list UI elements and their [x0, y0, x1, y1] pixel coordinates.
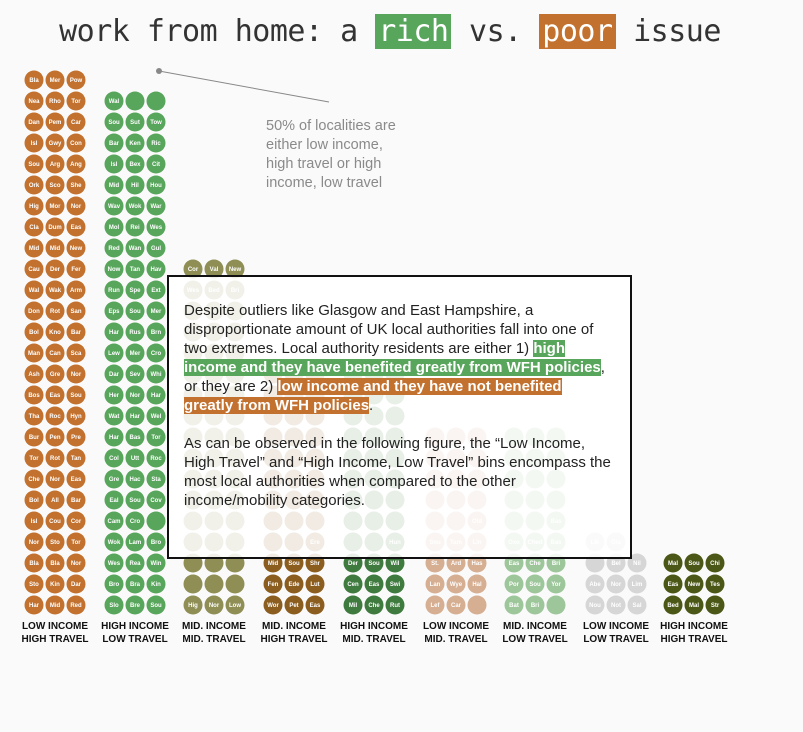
data-dot [184, 575, 203, 594]
category-label-line2: HIGH TRAVEL [660, 634, 728, 645]
dot-label: Eas [70, 225, 82, 231]
dot-label: Eas [368, 582, 380, 588]
category-column [25, 71, 86, 615]
dot-label: Rea [129, 561, 141, 567]
dot-label: Spe [129, 288, 141, 294]
dot-label: Bra [129, 582, 141, 588]
dot-label: Shr [309, 561, 321, 567]
category-label-line2: MID. TRAVEL [424, 634, 488, 645]
category-label-line2: MID. TRAVEL [182, 634, 246, 645]
dot-label: Rot [50, 309, 60, 315]
dot-label: Sou [129, 309, 141, 315]
dot-label: Cit [152, 162, 160, 168]
dot-label: Hig [188, 603, 198, 609]
dot-label: Tor [71, 99, 81, 105]
dot-label: Mid [28, 246, 40, 252]
dot-label: Car [450, 603, 462, 609]
dot-label: Low [229, 603, 241, 609]
dot-label: Eas [667, 582, 679, 588]
dot-label: Sal [632, 603, 642, 609]
dot-label: Val [209, 267, 219, 273]
dot-label: Har [28, 603, 40, 609]
dot-label: Man [28, 351, 40, 357]
dot-label: Pre [71, 435, 81, 441]
dot-label: Ext [151, 288, 161, 294]
category-label-line1: LOW INCOME [21, 621, 89, 632]
dot-label: Swi [389, 582, 401, 588]
dot-label: Bol [29, 498, 39, 504]
info-box [167, 275, 632, 559]
dot-label: Tor [151, 435, 161, 441]
dot-label: Mid [49, 603, 61, 609]
dot-label: Dar [70, 582, 82, 588]
dot-label: War [150, 204, 162, 210]
dot-label: Ric [151, 141, 161, 147]
dot-label: Ang [70, 162, 82, 168]
data-dot [226, 575, 245, 594]
category-label-line1: LOW INCOME [582, 621, 650, 632]
dot-label: Nor [70, 372, 82, 378]
dot-label: Cla [29, 225, 39, 231]
dot-label: Win [150, 561, 162, 567]
dot-label: Arg [49, 162, 61, 168]
dot-label: Her [108, 393, 120, 399]
dot-label: Dar [108, 372, 120, 378]
dot-label: Mer [150, 309, 162, 315]
dot-label: Sou [28, 162, 40, 168]
dot-label: Tha [28, 414, 40, 420]
dot-label: Isl [110, 162, 118, 168]
dot-label: Bar [108, 141, 120, 147]
dot-label: Arm [69, 288, 83, 294]
dot-label: Bla [29, 561, 39, 567]
data-dot [468, 596, 487, 615]
dot-label: Cro [129, 519, 141, 525]
data-dot [147, 512, 166, 531]
dot-label: Bex [129, 162, 141, 168]
dot-label: Cov [150, 498, 162, 504]
dot-label: Mal [688, 603, 700, 609]
dot-label: Kin [151, 582, 161, 588]
dot-label: Fer [71, 267, 81, 273]
dot-label: All [51, 498, 59, 504]
dot-label: Tes [710, 582, 720, 588]
dot-label: Nor [208, 603, 220, 609]
dot-label: Mid [49, 246, 61, 252]
dot-label: Sou [70, 393, 82, 399]
dot-label: Fen [267, 582, 279, 588]
dot-label: Yor [551, 582, 561, 588]
category-label-line2: HIGH TRAVEL [21, 634, 89, 645]
info-highlight-rich: high income and they have benefited greatly from WFH policies [184, 340, 601, 376]
dot-label: Nor [28, 540, 40, 546]
dot-label: Sou [529, 582, 541, 588]
dot-label: Mol [108, 225, 120, 231]
dot-label: Rut [390, 603, 400, 609]
dot-label: Bur [28, 435, 40, 441]
data-dot [147, 92, 166, 111]
category-column [664, 554, 725, 615]
title-rich-highlight: rich [375, 14, 451, 49]
dot-label: Rei [130, 225, 140, 231]
dot-label: Eal [109, 498, 119, 504]
dot-label: Hil [131, 183, 139, 189]
dot-label: Now [107, 267, 121, 273]
dot-label: Wil [390, 561, 400, 567]
dot-label: Hac [129, 477, 141, 483]
dot-label: Har [108, 435, 120, 441]
dot-label: Ash [28, 372, 40, 378]
dot-label: Wes [107, 561, 121, 567]
dot-label: Bla [29, 78, 39, 84]
annotation-pointer-line [159, 71, 329, 102]
dot-label: Rot [50, 456, 60, 462]
category-column [105, 92, 166, 615]
dot-label: Bla [50, 561, 60, 567]
dot-label: Dan [28, 120, 40, 126]
dot-label: Dum [48, 225, 62, 231]
dot-label: Lim [631, 582, 643, 588]
dot-label: Run [108, 288, 120, 294]
dot-label: Sou [129, 498, 141, 504]
dot-label: Hav [150, 267, 162, 273]
dot-label: New [69, 246, 83, 252]
dot-label: Gul [151, 246, 161, 252]
dot-label: Lew [108, 351, 120, 357]
dot-label: Wes [149, 225, 163, 231]
dot-label: Brn [150, 330, 162, 336]
dot-label: Isl [30, 141, 38, 147]
info-text-c: . [369, 397, 374, 414]
category-label-line1: MID. INCOME [262, 621, 326, 632]
dot-label: Pet [289, 603, 299, 609]
dot-label: Nor [70, 561, 82, 567]
dot-label: Cor [70, 519, 82, 525]
dot-label: Wal [28, 288, 40, 294]
dot-label: Con [70, 141, 82, 147]
dot-label: Red [108, 246, 120, 252]
annotation-text: 50% of localities are either low income, high travel or high income, low travel [266, 118, 396, 191]
dot-label: Chi [710, 561, 720, 567]
dot-label: Mid [267, 561, 279, 567]
dot-label: Roc [49, 414, 61, 420]
info-text-a: Despite outliers like Glasgow and East Hampshire, a disproportionate amount of UK local authorities fall into one of two extremes. Local authority residents are either 1) [184, 302, 594, 357]
dot-label: Mid [108, 183, 120, 189]
dot-label: Nou [589, 603, 601, 609]
dot-label: Sco [49, 183, 61, 189]
dot-label: Der [347, 561, 359, 567]
dot-label: Utt [130, 456, 140, 462]
dot-label: Sta [151, 477, 161, 483]
data-dot [547, 596, 566, 615]
title-suffix: issue [615, 14, 721, 49]
dot-label: Bel [611, 561, 621, 567]
dot-label: New [228, 267, 242, 273]
dot-label: Sev [129, 372, 141, 378]
dot-label: Ede [288, 582, 300, 588]
info-paragraph-1 [184, 301, 614, 415]
dot-label: Wok [128, 204, 142, 210]
dot-label: Lut [310, 582, 320, 588]
dot-label: Tow [150, 120, 162, 126]
info-text-b: , or they are 2) [184, 359, 605, 395]
category-label-line2: MID. TRAVEL [342, 634, 406, 645]
dot-label: Nil [633, 561, 641, 567]
dot-label: Bar [70, 498, 82, 504]
dot-label: Slo [109, 603, 119, 609]
dot-label: Wat [108, 414, 120, 420]
dot-label: Bos [28, 393, 40, 399]
dot-label: Wan [128, 246, 142, 252]
dot-label: Cou [49, 519, 61, 525]
category-label-line1: MID. INCOME [503, 621, 567, 632]
dot-label: Cro [150, 351, 162, 357]
dot-label: Sou [288, 561, 300, 567]
dot-label: Abe [589, 582, 601, 588]
dot-label: Eps [108, 309, 120, 315]
dot-label: Sut [130, 120, 140, 126]
dot-label: Che [529, 561, 541, 567]
dot-label: Not [611, 603, 621, 609]
dot-label: Nor [129, 393, 141, 399]
dot-label: Eas [309, 603, 321, 609]
dot-label: St. [431, 561, 439, 567]
dot-label: Mer [129, 351, 141, 357]
dot-label: Bed [667, 603, 679, 609]
dot-label: Cen [347, 582, 359, 588]
dot-label: Cam [107, 519, 121, 525]
dot-label: Pow [69, 78, 83, 84]
dot-label: Har [108, 330, 120, 336]
category-label-line2: LOW TRAVEL [583, 634, 649, 645]
category-label-line1: HIGH INCOME [101, 621, 169, 632]
dot-label: Eas [70, 477, 82, 483]
dot-label: Mer [49, 78, 61, 84]
dot-label: Bar [70, 330, 82, 336]
dot-label: Nea [28, 99, 40, 105]
dot-label: Lan [429, 582, 441, 588]
dot-label: Tan [70, 456, 82, 462]
dot-label: Gwy [48, 141, 62, 147]
dot-label: Mil [348, 603, 358, 609]
category-label-line2: LOW TRAVEL [102, 634, 168, 645]
dot-label: Can [49, 351, 61, 357]
dot-label: Lef [430, 603, 440, 609]
dot-label: Che [368, 603, 380, 609]
data-dot [205, 575, 224, 594]
dot-label: Che [28, 477, 40, 483]
dot-label: Eas [508, 561, 520, 567]
dot-label: Bre [129, 603, 141, 609]
dot-label: Str [710, 603, 720, 609]
dot-label: Sou [688, 561, 700, 567]
info-paragraph-2: As can be observed in the following figure, the “Low Income, High Travel” and “High Income, Low Travel” bins encompass the most local authorities when compared to the other income/mobility categories. [184, 435, 611, 509]
dot-label: Roc [150, 456, 162, 462]
dot-label: Tor [71, 540, 81, 546]
dot-label: Cau [28, 267, 40, 273]
dot-label: Isl [30, 519, 38, 525]
dot-label: Col [109, 456, 119, 462]
dot-label: Wye [449, 582, 463, 588]
dot-label: Gre [49, 372, 61, 378]
dot-label: Whi [150, 372, 162, 378]
dot-label: Hou [150, 183, 162, 189]
dot-label: Wor [267, 603, 279, 609]
dot-label: Kin [50, 582, 60, 588]
dot-label: Sto [50, 540, 60, 546]
title-prefix: work from home: a [59, 14, 376, 49]
dot-label: Pem [48, 120, 62, 126]
category-label-line1: MID. INCOME [182, 621, 246, 632]
dot-label: Gre [108, 477, 120, 483]
category-label-line2: LOW TRAVEL [502, 634, 568, 645]
dot-label: Has [471, 561, 483, 567]
dot-label: She [70, 183, 82, 189]
data-dot [126, 92, 145, 111]
category-label-line1: HIGH INCOME [660, 621, 728, 632]
title-middle: vs. [451, 14, 540, 49]
dot-label: Har [129, 414, 141, 420]
dot-label: Wak [48, 288, 62, 294]
dot-label: Bat [509, 603, 519, 609]
dot-label: New [687, 582, 701, 588]
dot-label: Don [28, 309, 40, 315]
dot-label: Wel [150, 414, 162, 420]
dot-label: Ork [28, 183, 40, 189]
dot-label: Der [49, 267, 61, 273]
annotation-pointer-dot [156, 68, 162, 74]
dot-label: Bro [108, 582, 120, 588]
dot-label: Nor [49, 477, 61, 483]
dot-label: Bri [530, 603, 540, 609]
dot-label: Rho [49, 99, 61, 105]
dot-label: Bas [129, 435, 141, 441]
title-poor-highlight: poor [539, 14, 615, 49]
dot-label: Car [70, 120, 82, 126]
dot-label: Wal [108, 99, 120, 105]
dot-label: Sto [29, 582, 39, 588]
dot-label: Tor [29, 456, 39, 462]
dot-label: Sou [108, 120, 120, 126]
category-label-line1: LOW INCOME [422, 621, 490, 632]
dot-label: Pen [49, 435, 61, 441]
dot-label: Mor [49, 204, 61, 210]
dot-label: Ard [450, 561, 462, 567]
dot-label: Hyn [70, 414, 82, 420]
dot-label: Eas [49, 393, 61, 399]
category-label-line1: HIGH INCOME [340, 621, 408, 632]
dot-label: Nor [70, 204, 82, 210]
dot-label: Hig [29, 204, 39, 210]
dot-label: Wav [107, 204, 121, 210]
dot-label: Red [70, 603, 82, 609]
dot-label: Kno [49, 330, 61, 336]
dot-label: Tan [129, 267, 141, 273]
dot-label: Bol [29, 330, 39, 336]
dot-label: Bro [150, 540, 162, 546]
dot-label: Cor [187, 267, 199, 273]
dot-label: Bri [551, 561, 561, 567]
dot-label: Sou [368, 561, 380, 567]
dot-label: Rus [129, 330, 141, 336]
dot-label: Nor [610, 582, 622, 588]
dot-label: Ken [129, 141, 141, 147]
dot-label: Wok [107, 540, 121, 546]
dot-label: San [70, 309, 82, 315]
dot-label: Mal [667, 561, 679, 567]
dot-label: Sou [150, 603, 162, 609]
dot-label: Sca [70, 351, 82, 357]
info-highlight-poor: low income and they have not benefited greatly from WFH policies [184, 378, 562, 414]
dot-label: Lam [128, 540, 142, 546]
dot-label: Hal [472, 582, 482, 588]
dot-label: Por [508, 582, 520, 588]
category-label-line2: HIGH TRAVEL [260, 634, 328, 645]
dot-label: Har [150, 393, 162, 399]
